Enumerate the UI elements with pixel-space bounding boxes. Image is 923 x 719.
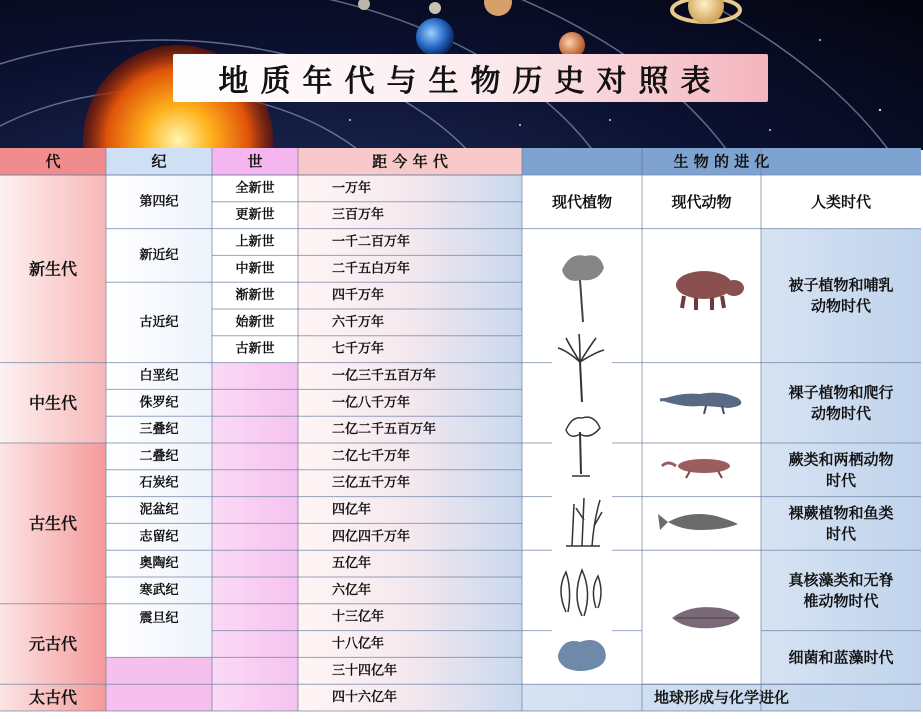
time-label: 四千万年: [332, 288, 385, 304]
period-label: 寒武纪: [139, 582, 179, 598]
time-label: 四亿年: [332, 502, 372, 518]
life-stage-cell: [761, 550, 921, 630]
life-stage-label: 裸蕨植物和鱼类: [788, 503, 894, 522]
cyanobacteria-icon: [558, 640, 606, 671]
epoch-label: 上新世: [235, 234, 275, 250]
era-label: 太古代: [28, 688, 78, 708]
header-animals: 现代动物: [671, 192, 732, 211]
epoch-cell: [212, 523, 298, 550]
epoch-label: 更新世: [235, 207, 275, 223]
epoch-label: 渐新世: [235, 288, 275, 304]
life-stage-label: 被子植物和哺乳: [788, 276, 894, 295]
era-label: 新生代: [28, 259, 78, 279]
period-label: 三叠纪: [139, 422, 179, 438]
header-era: 代: [45, 152, 61, 171]
time-label: 七千万年: [332, 341, 385, 357]
header-period: 纪: [151, 152, 167, 171]
time-label: 六亿年: [332, 582, 372, 598]
chart-title: 地质年代与生物历史对照表: [218, 64, 723, 99]
header-plants: 现代植物: [551, 192, 613, 211]
life-stage-label: 动物时代: [810, 297, 872, 316]
life-stage-cell: [761, 229, 921, 363]
life-stage-label: 裸子植物和爬行: [788, 383, 894, 402]
period-label: 志留纪: [139, 529, 179, 545]
time-label: 四亿四千万年: [332, 529, 411, 545]
epoch-cell: [212, 470, 298, 497]
epoch-label: 古新世: [235, 341, 275, 357]
period-label: 石炭纪: [139, 475, 179, 491]
epoch-label: 始新世: [235, 314, 275, 330]
period-label: 白垩纪: [139, 368, 179, 384]
period-label: 第四纪: [139, 194, 179, 210]
life-stage-label: 细菌和蓝藻时代: [788, 648, 894, 667]
time-label: 五亿年: [332, 556, 372, 572]
life-stage-label: 真核藻类和无脊: [788, 570, 894, 589]
time-label: 十三亿年: [332, 609, 385, 625]
epoch-cell: [212, 577, 298, 604]
epoch-label: 全新世: [235, 180, 275, 196]
epoch-cell: [212, 631, 298, 658]
epoch-cell: [212, 684, 298, 711]
era-label: 古生代: [28, 513, 78, 533]
time-label: 三百万年: [332, 207, 385, 223]
time-label: 三十四亿年: [332, 663, 398, 679]
period-label: 侏罗纪: [139, 395, 179, 411]
time-label: 一万年: [332, 180, 372, 196]
header-human: 人类时代: [810, 192, 872, 211]
time-label: 四十六亿年: [332, 690, 398, 706]
period-cell: [106, 657, 212, 684]
epoch-cell: [212, 497, 298, 524]
epoch-cell: [212, 416, 298, 443]
period-label: 古近纪: [139, 314, 179, 330]
life-stage-label: 动物时代: [810, 404, 872, 423]
time-label: 三亿五千万年: [332, 475, 411, 491]
time-label: 一亿八千万年: [332, 395, 411, 411]
time-label: 十八亿年: [332, 636, 385, 652]
epoch-cell: [212, 443, 298, 470]
life-stage-label: 椎动物时代: [803, 591, 879, 610]
epoch-cell: [212, 389, 298, 416]
time-label: 一千二百万年: [332, 234, 411, 250]
period-label: 震旦纪: [139, 611, 179, 627]
era-label: 元古代: [28, 634, 78, 654]
life-stage-label: 蕨类和两栖动物: [788, 450, 894, 469]
epoch-label: 中新世: [235, 261, 275, 277]
epoch-cell: [212, 604, 298, 631]
header-life: 生 物 的 进 化: [673, 152, 770, 171]
period-label: 泥盆纪: [139, 502, 179, 518]
time-label: 二亿二千五百万年: [332, 422, 437, 438]
epoch-cell: [212, 550, 298, 577]
header-time: 距 今 年 代: [372, 152, 448, 171]
era-label: 中生代: [28, 393, 78, 413]
time-label: 一亿三千五百万年: [332, 368, 437, 384]
header-epoch: 世: [247, 152, 263, 171]
period-label: 奥陶纪: [139, 556, 179, 572]
time-label: 二亿七千万年: [332, 448, 411, 464]
life-stage-label: 时代: [825, 471, 857, 490]
epoch-cell: [212, 363, 298, 390]
period-label: 二叠纪: [139, 448, 179, 464]
time-label: 六千万年: [332, 314, 385, 330]
period-cell: [106, 684, 212, 711]
epoch-cell: [212, 657, 298, 684]
life-stage-cell: [761, 363, 921, 443]
period-label: 新近纪: [139, 247, 179, 263]
time-label: 二千五白万年: [332, 261, 411, 277]
life-stage-label: 时代: [825, 524, 857, 543]
earliest-stage-label: 地球形成与化学进化: [653, 688, 790, 707]
